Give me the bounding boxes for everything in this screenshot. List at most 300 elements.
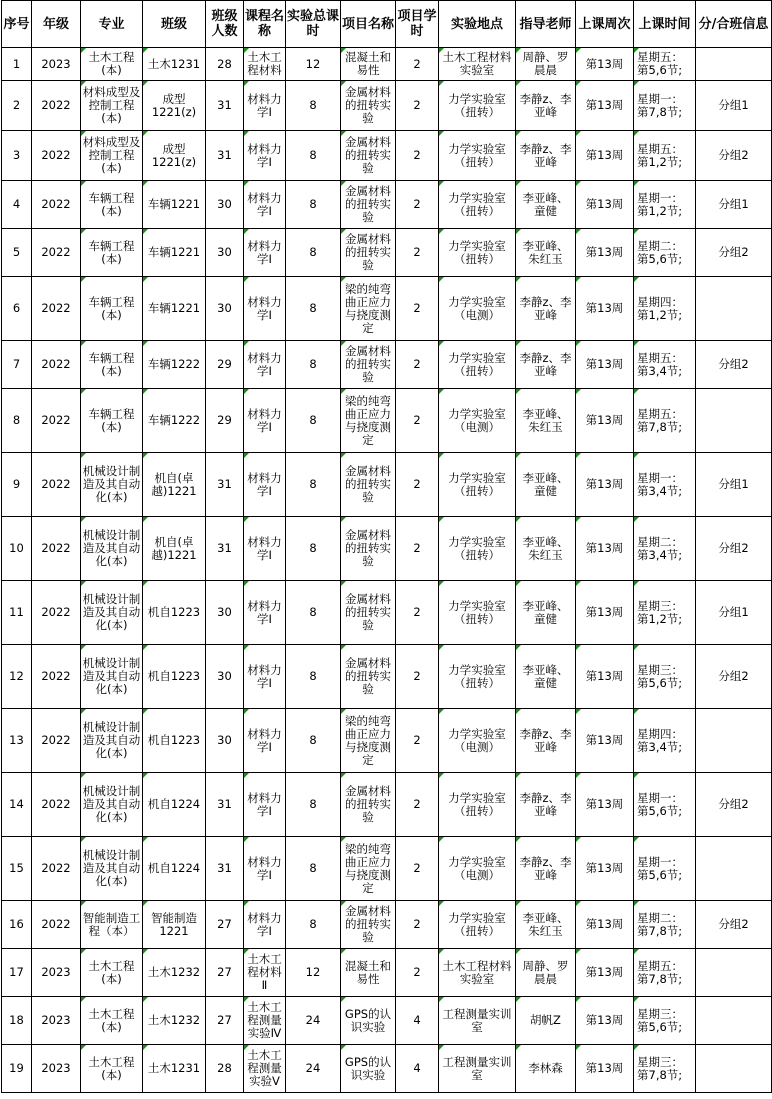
project-hours-cell: 2 (396, 181, 439, 229)
week-cell: 第13周 (576, 181, 634, 229)
table-row (2, 181, 772, 229)
teacher-cell: 李静z、李亚峰 (516, 81, 576, 131)
table-row (2, 517, 772, 581)
teacher-cell: 李亚峰、童健 (516, 453, 576, 517)
group-cell (696, 837, 772, 901)
week-cell: 第13周 (576, 48, 634, 81)
class-cell: 成型1221(z) (143, 131, 206, 181)
teacher-cell: 李亚峰、童健 (516, 181, 576, 229)
project-cell: 金属材料的扭转实验 (341, 901, 396, 949)
table-row (2, 997, 772, 1045)
project-hours-cell: 2 (396, 341, 439, 389)
teacher-cell: 李静z、李亚峰 (516, 341, 576, 389)
project-hours-cell: 2 (396, 229, 439, 277)
major-cell: 车辆工程(本) (81, 229, 143, 277)
header-class: 班级 (143, 1, 206, 48)
header-no: 序号 (2, 1, 32, 48)
course-cell: 材料力学Ⅰ (244, 837, 286, 901)
table-row (2, 709, 772, 773)
header-teacher: 指导老师 (516, 1, 576, 48)
grade-cell: 2023 (32, 997, 81, 1045)
teacher-cell: 周静、罗晨晨 (516, 949, 576, 997)
time-cell: 星期三：第1,2节; (634, 581, 696, 645)
class-size-cell: 30 (206, 277, 244, 341)
teacher-cell: 李亚峰、童健 (516, 645, 576, 709)
grade-cell: 2022 (32, 837, 81, 901)
course-cell: 材料力学Ⅰ (244, 81, 286, 131)
project-hours-cell: 2 (396, 949, 439, 997)
course-cell: 材料力学Ⅰ (244, 131, 286, 181)
location-cell: 土木工程材料实验室 (439, 48, 516, 81)
row-no: 1 (2, 48, 32, 81)
header-class-size: 班级人数 (206, 1, 244, 48)
location-cell: 力学实验室（电测） (439, 277, 516, 341)
header-major: 专业 (81, 1, 143, 48)
project-cell: 混凝土和易性 (341, 949, 396, 997)
row-no: 8 (2, 389, 32, 453)
week-cell: 第13周 (576, 645, 634, 709)
teacher-cell: 李亚峰、朱红玉 (516, 389, 576, 453)
group-cell: 分组2 (696, 517, 772, 581)
major-cell: 车辆工程(本) (81, 181, 143, 229)
time-cell: 星期二：第5,6节; (634, 229, 696, 277)
class-size-cell: 31 (206, 517, 244, 581)
project-cell: GPS的认识实验 (341, 1045, 396, 1093)
class-cell: 车辆1221 (143, 181, 206, 229)
course-cell: 材料力学Ⅰ (244, 645, 286, 709)
grade-cell: 2022 (32, 645, 81, 709)
group-cell: 分组2 (696, 773, 772, 837)
grade-cell: 2022 (32, 341, 81, 389)
table-row (2, 131, 772, 181)
location-cell: 力学实验室（扭转） (439, 517, 516, 581)
class-size-cell: 30 (206, 581, 244, 645)
teacher-cell: 周静、罗晨晨 (516, 48, 576, 81)
grade-cell: 2022 (32, 81, 81, 131)
class-size-cell: 30 (206, 709, 244, 773)
class-cell: 成型1221(z) (143, 81, 206, 131)
total-hours-cell: 8 (286, 581, 341, 645)
project-hours-cell: 4 (396, 997, 439, 1045)
project-hours-cell: 2 (396, 901, 439, 949)
class-size-cell: 31 (206, 131, 244, 181)
group-cell (696, 389, 772, 453)
project-hours-cell: 4 (396, 1045, 439, 1093)
total-hours-cell: 8 (286, 901, 341, 949)
header-total-hours: 实验总课时 (286, 1, 341, 48)
teacher-cell: 李静z、李亚峰 (516, 709, 576, 773)
week-cell: 第13周 (576, 389, 634, 453)
major-cell: 机械设计制造及其自动化(本) (81, 773, 143, 837)
location-cell: 力学实验室（扭转） (439, 645, 516, 709)
total-hours-cell: 8 (286, 837, 341, 901)
total-hours-cell: 8 (286, 453, 341, 517)
major-cell: 机械设计制造及其自动化(本) (81, 645, 143, 709)
table-row (2, 453, 772, 517)
project-cell: 混凝土和易性 (341, 48, 396, 81)
project-cell: 金属材料的扭转实验 (341, 645, 396, 709)
class-size-cell: 27 (206, 997, 244, 1045)
row-no: 10 (2, 517, 32, 581)
time-cell: 星期五：第7,8节; (634, 949, 696, 997)
major-cell: 机械设计制造及其自动化(本) (81, 837, 143, 901)
class-cell: 机自1224 (143, 773, 206, 837)
course-cell: 土木工程材料Ⅱ (244, 949, 286, 997)
project-cell: GPS的认识实验 (341, 997, 396, 1045)
total-hours-cell: 8 (286, 709, 341, 773)
major-cell: 车辆工程(本) (81, 341, 143, 389)
class-size-cell: 31 (206, 773, 244, 837)
teacher-cell: 李林森 (516, 1045, 576, 1093)
location-cell: 力学实验室（电测） (439, 709, 516, 773)
course-cell: 土木工程材料 (244, 48, 286, 81)
location-cell: 工程测量实训室 (439, 997, 516, 1045)
course-cell: 材料力学Ⅰ (244, 181, 286, 229)
time-cell: 星期五：第1,2节; (634, 131, 696, 181)
table-row (2, 1045, 772, 1093)
week-cell: 第13周 (576, 949, 634, 997)
header-row (2, 1, 772, 48)
total-hours-cell: 12 (286, 949, 341, 997)
project-hours-cell: 2 (396, 517, 439, 581)
time-cell: 星期四：第1,2节; (634, 277, 696, 341)
class-size-cell: 29 (206, 389, 244, 453)
table-row (2, 277, 772, 341)
grade-cell: 2022 (32, 277, 81, 341)
class-cell: 机自(卓越)1221 (143, 517, 206, 581)
class-cell: 车辆1221 (143, 277, 206, 341)
class-size-cell: 27 (206, 901, 244, 949)
total-hours-cell: 8 (286, 341, 341, 389)
total-hours-cell: 8 (286, 517, 341, 581)
project-cell: 金属材料的扭转实验 (341, 773, 396, 837)
course-cell: 材料力学Ⅰ (244, 453, 286, 517)
grade-cell: 2022 (32, 181, 81, 229)
group-cell: 分组2 (696, 341, 772, 389)
location-cell: 力学实验室（扭转） (439, 229, 516, 277)
row-no: 4 (2, 181, 32, 229)
week-cell: 第13周 (576, 901, 634, 949)
row-no: 3 (2, 131, 32, 181)
grade-cell: 2022 (32, 517, 81, 581)
total-hours-cell: 8 (286, 645, 341, 709)
teacher-cell: 李静z、李亚峰 (516, 277, 576, 341)
class-size-cell: 31 (206, 453, 244, 517)
row-no: 11 (2, 581, 32, 645)
header-time: 上课时间 (634, 1, 696, 48)
project-cell: 金属材料的扭转实验 (341, 229, 396, 277)
class-size-cell: 28 (206, 48, 244, 81)
table-row (2, 773, 772, 837)
teacher-cell: 李静z、李亚峰 (516, 773, 576, 837)
week-cell: 第13周 (576, 453, 634, 517)
week-cell: 第13周 (576, 229, 634, 277)
major-cell: 土木工程(本) (81, 1045, 143, 1093)
class-cell: 土木1231 (143, 48, 206, 81)
teacher-cell: 李亚峰、朱红玉 (516, 229, 576, 277)
time-cell: 星期五：第5,6节; (634, 48, 696, 81)
row-no: 16 (2, 901, 32, 949)
project-hours-cell: 2 (396, 81, 439, 131)
header-group: 分/合班信息 (696, 1, 772, 48)
course-cell: 材料力学Ⅰ (244, 277, 286, 341)
table-row (2, 81, 772, 131)
grade-cell: 2022 (32, 453, 81, 517)
row-no: 12 (2, 645, 32, 709)
row-no: 15 (2, 837, 32, 901)
project-cell: 金属材料的扭转实验 (341, 81, 396, 131)
group-cell: 分组2 (696, 229, 772, 277)
group-cell (696, 997, 772, 1045)
project-cell: 金属材料的扭转实验 (341, 341, 396, 389)
location-cell: 力学实验室（扭转） (439, 181, 516, 229)
header-week: 上课周次 (576, 1, 634, 48)
location-cell: 力学实验室（电测） (439, 837, 516, 901)
time-cell: 星期一：第5,6节; (634, 837, 696, 901)
table-row (2, 645, 772, 709)
group-cell: 分组2 (696, 901, 772, 949)
time-cell: 星期五：第3,4节; (634, 341, 696, 389)
class-cell: 土木1231 (143, 1045, 206, 1093)
project-cell: 金属材料的扭转实验 (341, 581, 396, 645)
header-grade: 年级 (32, 1, 81, 48)
class-cell: 机自(卓越)1221 (143, 453, 206, 517)
header-project-hours: 项目学时 (396, 1, 439, 48)
time-cell: 星期一：第1,2节; (634, 181, 696, 229)
week-cell: 第13周 (576, 81, 634, 131)
major-cell: 材料成型及控制工程(本) (81, 131, 143, 181)
schedule-table (1, 0, 772, 1093)
header-project: 项目名称 (341, 1, 396, 48)
week-cell: 第13周 (576, 773, 634, 837)
row-no: 17 (2, 949, 32, 997)
teacher-cell: 李静z、李亚峰 (516, 131, 576, 181)
project-cell: 金属材料的扭转实验 (341, 453, 396, 517)
group-cell: 分组1 (696, 181, 772, 229)
time-cell: 星期一：第7,8节; (634, 81, 696, 131)
project-hours-cell: 2 (396, 645, 439, 709)
total-hours-cell: 12 (286, 48, 341, 81)
table-row (2, 48, 772, 81)
row-no: 5 (2, 229, 32, 277)
group-cell: 分组2 (696, 131, 772, 181)
major-cell: 车辆工程(本) (81, 389, 143, 453)
major-cell: 机械设计制造及其自动化(本) (81, 517, 143, 581)
project-hours-cell: 2 (396, 773, 439, 837)
total-hours-cell: 8 (286, 81, 341, 131)
grade-cell: 2022 (32, 389, 81, 453)
week-cell: 第13周 (576, 837, 634, 901)
total-hours-cell: 8 (286, 773, 341, 837)
location-cell: 力学实验室（扭转） (439, 901, 516, 949)
major-cell: 土木工程(本) (81, 48, 143, 81)
project-cell: 梁的纯弯曲正应力与挠度测定 (341, 837, 396, 901)
teacher-cell: 李亚峰、童健 (516, 581, 576, 645)
class-size-cell: 27 (206, 949, 244, 997)
group-cell (696, 709, 772, 773)
week-cell: 第13周 (576, 277, 634, 341)
group-cell: 分组1 (696, 581, 772, 645)
project-cell: 金属材料的扭转实验 (341, 181, 396, 229)
project-hours-cell: 2 (396, 277, 439, 341)
time-cell: 星期一：第5,6节; (634, 773, 696, 837)
course-cell: 材料力学Ⅰ (244, 709, 286, 773)
total-hours-cell: 8 (286, 181, 341, 229)
week-cell: 第13周 (576, 131, 634, 181)
week-cell: 第13周 (576, 581, 634, 645)
teacher-cell: 李亚峰、朱红玉 (516, 517, 576, 581)
location-cell: 力学实验室（扭转） (439, 131, 516, 181)
week-cell: 第13周 (576, 1045, 634, 1093)
group-cell (696, 949, 772, 997)
major-cell: 机械设计制造及其自动化(本) (81, 709, 143, 773)
group-cell (696, 277, 772, 341)
time-cell: 星期四：第3,4节; (634, 709, 696, 773)
class-size-cell: 31 (206, 837, 244, 901)
table-row (2, 837, 772, 901)
class-size-cell: 28 (206, 1045, 244, 1093)
location-cell: 力学实验室（电测） (439, 389, 516, 453)
group-cell: 分组1 (696, 81, 772, 131)
time-cell: 星期一：第3,4节; (634, 453, 696, 517)
total-hours-cell: 24 (286, 1045, 341, 1093)
table-row (2, 341, 772, 389)
class-cell: 机自1223 (143, 581, 206, 645)
class-cell: 智能制造1221 (143, 901, 206, 949)
major-cell: 智能制造工程（本） (81, 901, 143, 949)
project-cell: 梁的纯弯曲正应力与挠度测定 (341, 277, 396, 341)
class-size-cell: 29 (206, 341, 244, 389)
group-cell: 分组2 (696, 645, 772, 709)
row-no: 19 (2, 1045, 32, 1093)
project-hours-cell: 2 (396, 131, 439, 181)
class-cell: 机自1224 (143, 837, 206, 901)
grade-cell: 2022 (32, 131, 81, 181)
location-cell: 力学实验室（扭转） (439, 341, 516, 389)
total-hours-cell: 8 (286, 389, 341, 453)
time-cell: 星期三：第5,6节; (634, 997, 696, 1045)
total-hours-cell: 24 (286, 997, 341, 1045)
row-no: 14 (2, 773, 32, 837)
header-course: 课程名称 (244, 1, 286, 48)
teacher-cell: 李静z、李亚峰 (516, 837, 576, 901)
course-cell: 材料力学Ⅰ (244, 517, 286, 581)
row-no: 13 (2, 709, 32, 773)
time-cell: 星期三：第7,8节; (634, 1045, 696, 1093)
class-size-cell: 30 (206, 181, 244, 229)
row-no: 2 (2, 81, 32, 131)
teacher-cell: 李亚峰、朱红玉 (516, 901, 576, 949)
location-cell: 土木工程材料实验室 (439, 949, 516, 997)
class-cell: 机自1223 (143, 709, 206, 773)
course-cell: 材料力学Ⅰ (244, 389, 286, 453)
total-hours-cell: 8 (286, 131, 341, 181)
class-cell: 车辆1222 (143, 389, 206, 453)
course-cell: 材料力学Ⅰ (244, 581, 286, 645)
group-cell (696, 48, 772, 81)
project-hours-cell: 2 (396, 389, 439, 453)
table-row (2, 581, 772, 645)
row-no: 18 (2, 997, 32, 1045)
header-location: 实验地点 (439, 1, 516, 48)
location-cell: 力学实验室（扭转） (439, 581, 516, 645)
week-cell: 第13周 (576, 997, 634, 1045)
teacher-cell: 胡帆Z (516, 997, 576, 1045)
table-row (2, 949, 772, 997)
major-cell: 材料成型及控制工程(本) (81, 81, 143, 131)
table-row (2, 389, 772, 453)
row-no: 9 (2, 453, 32, 517)
table-row (2, 901, 772, 949)
row-no: 6 (2, 277, 32, 341)
project-cell: 金属材料的扭转实验 (341, 131, 396, 181)
class-cell: 机自1223 (143, 645, 206, 709)
class-cell: 土木1232 (143, 949, 206, 997)
class-cell: 土木1232 (143, 997, 206, 1045)
time-cell: 星期三：第5,6节; (634, 645, 696, 709)
project-cell: 梁的纯弯曲正应力与挠度测定 (341, 709, 396, 773)
group-cell (696, 1045, 772, 1093)
major-cell: 机械设计制造及其自动化(本) (81, 581, 143, 645)
table-body (2, 48, 772, 1093)
location-cell: 力学实验室（扭转） (439, 81, 516, 131)
major-cell: 机械设计制造及其自动化(本) (81, 453, 143, 517)
total-hours-cell: 8 (286, 277, 341, 341)
week-cell: 第13周 (576, 517, 634, 581)
grade-cell: 2022 (32, 709, 81, 773)
grade-cell: 2022 (32, 901, 81, 949)
course-cell: 材料力学Ⅰ (244, 229, 286, 277)
course-cell: 材料力学Ⅰ (244, 773, 286, 837)
course-cell: 材料力学Ⅰ (244, 901, 286, 949)
time-cell: 星期二：第3,4节; (634, 517, 696, 581)
total-hours-cell: 8 (286, 229, 341, 277)
project-cell: 梁的纯弯曲正应力与挠度测定 (341, 389, 396, 453)
course-cell: 材料力学Ⅰ (244, 341, 286, 389)
major-cell: 土木工程(本) (81, 949, 143, 997)
time-cell: 星期五：第7,8节; (634, 389, 696, 453)
grade-cell: 2023 (32, 48, 81, 81)
project-hours-cell: 2 (396, 837, 439, 901)
project-hours-cell: 2 (396, 453, 439, 517)
grade-cell: 2023 (32, 949, 81, 997)
project-hours-cell: 2 (396, 48, 439, 81)
time-cell: 星期二：第7,8节; (634, 901, 696, 949)
grade-cell: 2023 (32, 1045, 81, 1093)
group-cell: 分组1 (696, 453, 772, 517)
class-size-cell: 30 (206, 645, 244, 709)
project-cell: 金属材料的扭转实验 (341, 517, 396, 581)
row-no: 7 (2, 341, 32, 389)
location-cell: 力学实验室（扭转） (439, 773, 516, 837)
week-cell: 第13周 (576, 709, 634, 773)
class-size-cell: 31 (206, 81, 244, 131)
major-cell: 土木工程(本) (81, 997, 143, 1045)
week-cell: 第13周 (576, 341, 634, 389)
class-size-cell: 30 (206, 229, 244, 277)
project-hours-cell: 2 (396, 581, 439, 645)
project-hours-cell: 2 (396, 709, 439, 773)
course-cell: 土木工程测量实验Ⅴ (244, 1045, 286, 1093)
class-cell: 车辆1221 (143, 229, 206, 277)
location-cell: 工程测量实训室 (439, 1045, 516, 1093)
table-row (2, 229, 772, 277)
grade-cell: 2022 (32, 773, 81, 837)
grade-cell: 2022 (32, 229, 81, 277)
class-cell: 车辆1222 (143, 341, 206, 389)
location-cell: 力学实验室（扭转） (439, 453, 516, 517)
course-cell: 土木工程测量实验Ⅳ (244, 997, 286, 1045)
